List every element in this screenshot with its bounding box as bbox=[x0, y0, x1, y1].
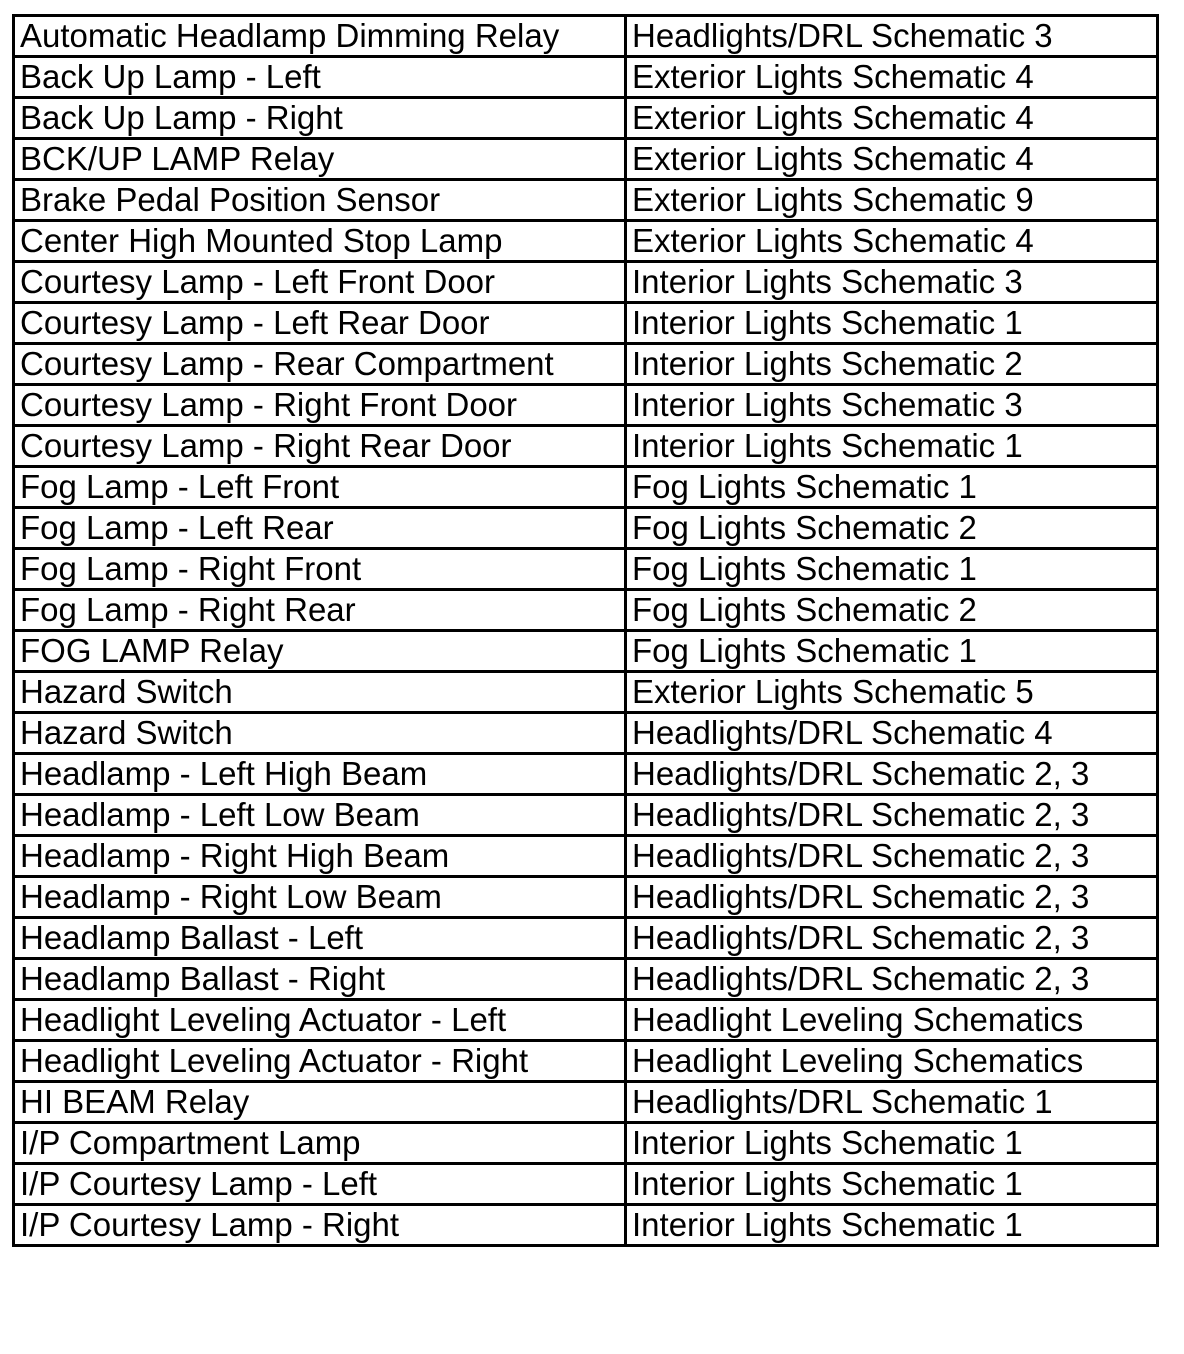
table-row bbox=[14, 1041, 1158, 1082]
table-row bbox=[14, 918, 1158, 959]
component-cell: Courtesy Lamp - Left Rear Door bbox=[14, 303, 626, 344]
table-row bbox=[14, 385, 1158, 426]
schematic-cell: Headlight Leveling Schematics bbox=[626, 1000, 1158, 1041]
schematic-cell: Headlights/DRL Schematic 2, 3 bbox=[626, 959, 1158, 1000]
component-cell: Headlamp - Left High Beam bbox=[14, 754, 626, 795]
schematic-cell: Exterior Lights Schematic 4 bbox=[626, 98, 1158, 139]
component-cell: Fog Lamp - Right Front bbox=[14, 549, 626, 590]
table-row bbox=[14, 1205, 1158, 1246]
component-cell: Fog Lamp - Left Rear bbox=[14, 508, 626, 549]
component-cell: I/P Compartment Lamp bbox=[14, 1123, 626, 1164]
component-cell: Fog Lamp - Right Rear bbox=[14, 590, 626, 631]
table-row bbox=[14, 508, 1158, 549]
component-cell: FOG LAMP Relay bbox=[14, 631, 626, 672]
schematic-cell: Interior Lights Schematic 1 bbox=[626, 1164, 1158, 1205]
component-cell: Hazard Switch bbox=[14, 672, 626, 713]
table-row bbox=[14, 877, 1158, 918]
schematic-cell: Interior Lights Schematic 3 bbox=[626, 385, 1158, 426]
table-row bbox=[14, 795, 1158, 836]
table-row bbox=[14, 836, 1158, 877]
table-row bbox=[14, 16, 1158, 57]
table-row bbox=[14, 631, 1158, 672]
table-row bbox=[14, 303, 1158, 344]
schematic-cell: Headlights/DRL Schematic 2, 3 bbox=[626, 754, 1158, 795]
schematic-cell: Headlights/DRL Schematic 2, 3 bbox=[626, 918, 1158, 959]
table-row bbox=[14, 754, 1158, 795]
component-cell: Courtesy Lamp - Rear Compartment bbox=[14, 344, 626, 385]
component-cell: I/P Courtesy Lamp - Right bbox=[14, 1205, 626, 1246]
schematic-cell: Headlights/DRL Schematic 4 bbox=[626, 713, 1158, 754]
schematic-cell: Exterior Lights Schematic 4 bbox=[626, 139, 1158, 180]
component-cell: Headlamp - Right High Beam bbox=[14, 836, 626, 877]
table-row bbox=[14, 344, 1158, 385]
component-cell: Back Up Lamp - Left bbox=[14, 57, 626, 98]
table-row bbox=[14, 180, 1158, 221]
table-row bbox=[14, 672, 1158, 713]
table-row bbox=[14, 57, 1158, 98]
schematic-cell: Interior Lights Schematic 1 bbox=[626, 303, 1158, 344]
component-cell: Courtesy Lamp - Right Rear Door bbox=[14, 426, 626, 467]
schematic-cell: Headlights/DRL Schematic 1 bbox=[626, 1082, 1158, 1123]
table-row bbox=[14, 1082, 1158, 1123]
schematic-cell: Exterior Lights Schematic 9 bbox=[626, 180, 1158, 221]
schematic-cell: Interior Lights Schematic 1 bbox=[626, 1123, 1158, 1164]
schematic-cell: Fog Lights Schematic 1 bbox=[626, 631, 1158, 672]
table-row bbox=[14, 549, 1158, 590]
component-cell: Fog Lamp - Left Front bbox=[14, 467, 626, 508]
schematic-cell: Interior Lights Schematic 1 bbox=[626, 426, 1158, 467]
component-cell: Hazard Switch bbox=[14, 713, 626, 754]
table-row bbox=[14, 713, 1158, 754]
schematic-cell: Interior Lights Schematic 1 bbox=[626, 1205, 1158, 1246]
schematic-cell: Exterior Lights Schematic 4 bbox=[626, 221, 1158, 262]
schematic-cell: Headlight Leveling Schematics bbox=[626, 1041, 1158, 1082]
table-row bbox=[14, 98, 1158, 139]
component-cell: HI BEAM Relay bbox=[14, 1082, 626, 1123]
schematic-cell: Headlights/DRL Schematic 2, 3 bbox=[626, 836, 1158, 877]
table-row bbox=[14, 139, 1158, 180]
table-row bbox=[14, 590, 1158, 631]
schematic-cell: Fog Lights Schematic 2 bbox=[626, 590, 1158, 631]
component-cell: BCK/UP LAMP Relay bbox=[14, 139, 626, 180]
component-cell: Headlamp - Right Low Beam bbox=[14, 877, 626, 918]
table-body bbox=[14, 16, 1158, 1246]
schematic-cell: Interior Lights Schematic 2 bbox=[626, 344, 1158, 385]
component-cell: I/P Courtesy Lamp - Left bbox=[14, 1164, 626, 1205]
table-row bbox=[14, 1000, 1158, 1041]
table-row bbox=[14, 426, 1158, 467]
schematic-cell: Headlights/DRL Schematic 2, 3 bbox=[626, 877, 1158, 918]
component-cell: Brake Pedal Position Sensor bbox=[14, 180, 626, 221]
schematic-cell: Interior Lights Schematic 3 bbox=[626, 262, 1158, 303]
table-row bbox=[14, 221, 1158, 262]
component-schematic-table bbox=[12, 14, 1159, 1247]
component-cell: Headlamp Ballast - Left bbox=[14, 918, 626, 959]
schematic-cell: Headlights/DRL Schematic 2, 3 bbox=[626, 795, 1158, 836]
component-cell: Headlamp Ballast - Right bbox=[14, 959, 626, 1000]
component-cell: Courtesy Lamp - Right Front Door bbox=[14, 385, 626, 426]
component-cell: Automatic Headlamp Dimming Relay bbox=[14, 16, 626, 57]
schematic-cell: Exterior Lights Schematic 5 bbox=[626, 672, 1158, 713]
table-row bbox=[14, 1164, 1158, 1205]
schematic-cell: Fog Lights Schematic 2 bbox=[626, 508, 1158, 549]
table-row bbox=[14, 959, 1158, 1000]
table-row bbox=[14, 1123, 1158, 1164]
component-cell: Headlamp - Left Low Beam bbox=[14, 795, 626, 836]
table-row bbox=[14, 467, 1158, 508]
component-cell: Headlight Leveling Actuator - Left bbox=[14, 1000, 626, 1041]
schematic-cell: Exterior Lights Schematic 4 bbox=[626, 57, 1158, 98]
schematic-cell: Fog Lights Schematic 1 bbox=[626, 467, 1158, 508]
table-row bbox=[14, 262, 1158, 303]
component-cell: Center High Mounted Stop Lamp bbox=[14, 221, 626, 262]
schematic-cell: Fog Lights Schematic 1 bbox=[626, 549, 1158, 590]
schematic-cell: Headlights/DRL Schematic 3 bbox=[626, 16, 1158, 57]
component-cell: Courtesy Lamp - Left Front Door bbox=[14, 262, 626, 303]
component-cell: Back Up Lamp - Right bbox=[14, 98, 626, 139]
component-cell: Headlight Leveling Actuator - Right bbox=[14, 1041, 626, 1082]
